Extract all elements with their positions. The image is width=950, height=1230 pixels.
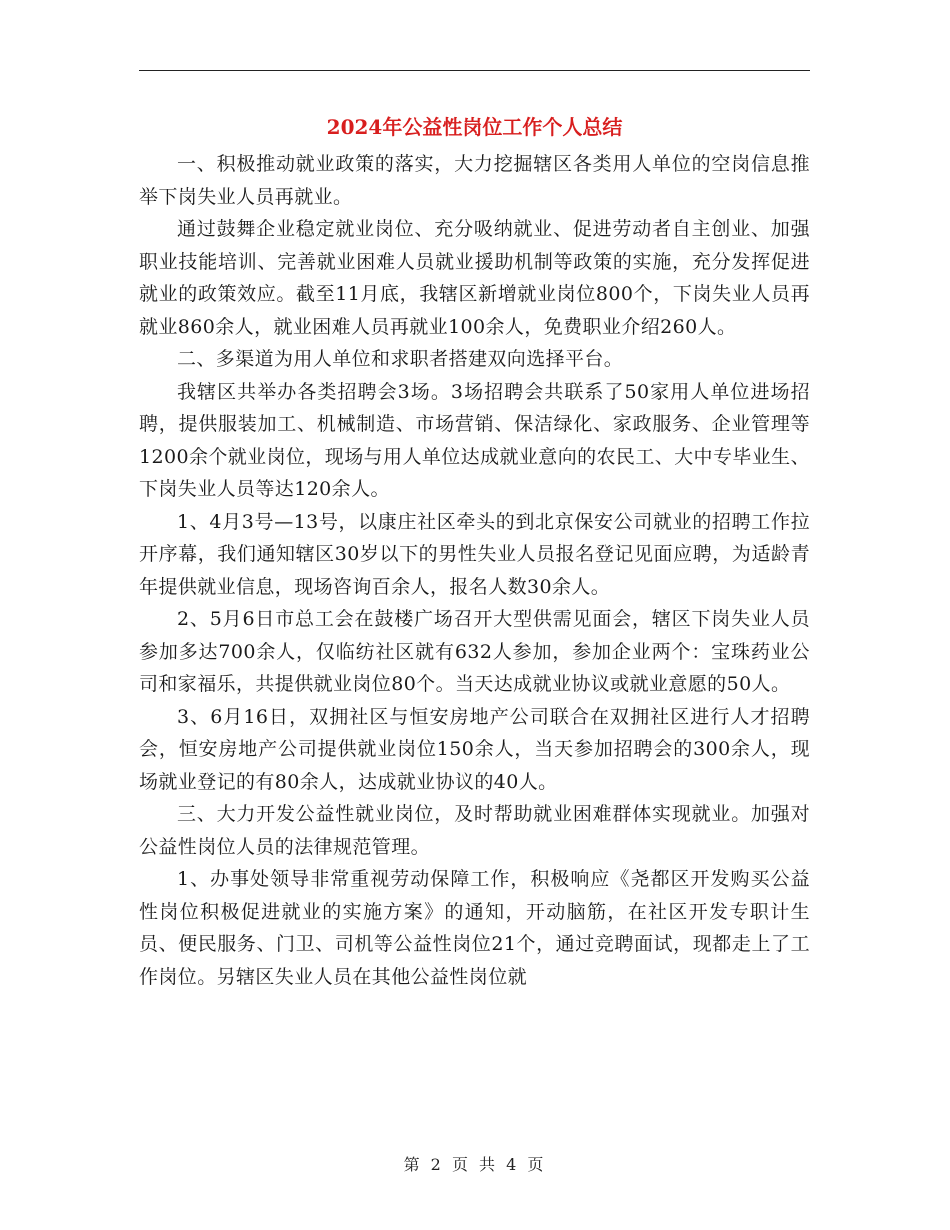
document-title: 2024年公益性岗位工作个人总结 [326,115,623,139]
paragraph: 3、6月16日，双拥社区与恒安房地产公司联合在双拥社区进行人才招聘会，恒安房地产公司提供就业岗位150余人，当天参加招聘会的300余人，现场就业登记的有80余人，达成就业协议的40人。 [139,705,810,793]
paragraph: 2、5月6日市总工会在鼓楼广场召开大型供需见面会，辖区下岗失业人员参加多达700余人，仅临纺社区就有632人参加，参加企业两个：宝珠药业公司和家福乐，共提供就业岗位80个。当天达成就业协议或就业意愿的50人。 [139,608,810,695]
paragraph: 1、4月3号—13号，以康庄社区牵头的到北京保安公司就业的招聘工作拉开序幕，我们通知辖区30岁以下的男性失业人员报名登记见面应聘，为适龄青年提供就业信息，现场咨询百余人，报名人数30余人。 [139,510,810,598]
header-rule [139,70,810,71]
paragraph: 我辖区共举办各类招聘会3场。3场招聘会共联系了50家用人单位进场招聘，提供服装加工、机械制造、市场营销、保洁绿化、家政服务、企业管理等1200余个就业岗位，现场与用人单位达成就业意向的农民工、大中专毕业生、下岗失业人员等达120余人。 [139,380,810,500]
paragraph: 一、积极推动就业政策的落实，大力挖掘辖区各类用人单位的空岗信息推举下岗失业人员再就业。 [139,153,810,208]
document-body [139,148,810,993]
paragraph: 通过鼓舞企业稳定就业岗位、充分吸纳就业、促进劳动者自主创业、加强职业技能培训、完善就业困难人员就业援助机制等政策的实施，充分发挥促进就业的政策效应。截至11月底，我辖区新增就业岗位800个，下岗失业人员再就业860余人，就业困难人员再就业100余人，免费职业介绍260人。 [139,218,810,338]
paragraph: 三、大力开发公益性就业岗位，及时帮助就业困难群体实现就业。加强对公益性岗位人员的法律规范管理。 [139,803,810,858]
page-number-footer: 第 2 页 共 4 页 [403,1155,547,1174]
paragraph: 1、办事处领导非常重视劳动保障工作，积极响应《尧都区开发购买公益性岗位积极促进就业的实施方案》的通知，开动脑筋，在社区开发专职计生员、便民服务、门卫、司机等公益性岗位21个，通过竞聘面试，现都走上了工作岗位。另辖区失业人员在其他公益性岗位就 [139,868,810,988]
paragraph: 二、多渠道为用人单位和求职者搭建双向选择平台。 [177,348,624,370]
